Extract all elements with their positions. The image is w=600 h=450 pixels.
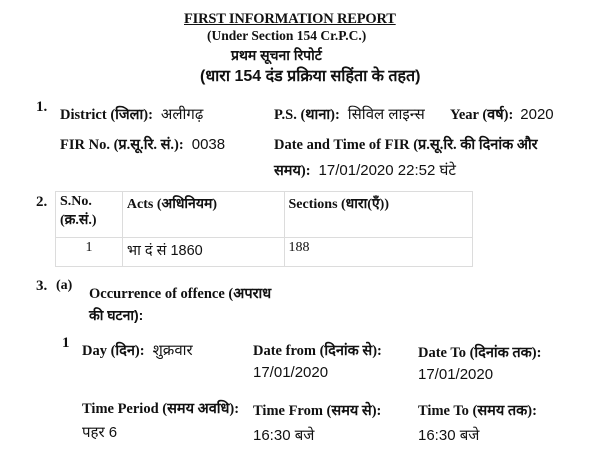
year-field: [450, 104, 554, 124]
section-3a-label: (a): [56, 278, 73, 293]
report-subtitle: (Under Section 154 Cr.P.C.): [207, 28, 367, 43]
cell-sno: 1: [56, 238, 123, 267]
header-acts: Acts (अधिनियम): [122, 192, 284, 238]
fir-number-value: 0038: [191, 136, 226, 153]
district-field: [60, 104, 203, 124]
district-label: District (जिला):: [60, 107, 153, 123]
year-label: Year (वर्ष):: [450, 107, 514, 123]
header-sections: Sections (धारा(एँ)): [284, 192, 472, 238]
fir-datetime-label-line2: समय):: [274, 163, 311, 179]
occurrence-label-line1: Occurrence of offence (अपराध: [89, 286, 272, 302]
occurrence-item-number: 1: [62, 335, 70, 351]
header-sno-line2: (क्र.सं.): [60, 213, 97, 228]
occurrence-label-line2: की घटना):: [89, 307, 144, 323]
time-period-label: Time Period (समय अवधि):: [82, 401, 240, 417]
police-station-label: P.S. (थाना):: [274, 107, 340, 123]
police-station-value: सिविल लाइन्स: [347, 106, 425, 123]
police-station-field: [274, 104, 425, 124]
section-1-number: 1.: [36, 99, 48, 115]
section-3-number: 3.: [36, 278, 48, 294]
header-sno: [56, 192, 123, 238]
report-subtitle-hindi: (धारा 154 दंड प्रक्रिया सहिंता के तहत): [200, 68, 421, 85]
year-value: 2020: [520, 106, 554, 123]
day-label: Day (दिन):: [82, 343, 145, 359]
date-from-label: Date from (दिनांक से):: [253, 343, 382, 359]
day-field: [82, 340, 193, 360]
time-from-label: Time From (समय से):: [253, 403, 382, 419]
acts-sections-table: [55, 191, 473, 267]
time-to-label: Time To (समय तक):: [418, 403, 537, 419]
date-to-label: Date To (दिनांक तक):: [418, 345, 542, 361]
report-title-hindi: प्रथम सूचना रिपोर्ट: [231, 47, 322, 63]
fir-datetime-value: 17/01/2020 22:52 घंटे: [318, 162, 456, 179]
section-2-number: 2.: [36, 194, 48, 210]
report-title: FIRST INFORMATION REPORT: [184, 11, 396, 27]
fir-number-label: FIR No. (प्र.सू.रि. सं.):: [60, 137, 184, 153]
time-from-value: 16:30 बजे: [253, 427, 315, 444]
district-value: अलीगढ़: [160, 106, 204, 123]
fir-number-field: [60, 134, 225, 154]
time-to-value: 16:30 बजे: [418, 427, 480, 444]
fir-datetime-field: [274, 160, 456, 180]
cell-acts: भा दं सं 1860: [122, 238, 284, 267]
time-period-value: पहर 6: [82, 424, 118, 441]
table-header-row: [56, 192, 473, 238]
date-to-value: 17/01/2020: [418, 366, 494, 383]
date-from-value: 17/01/2020: [253, 364, 329, 381]
table-row: [56, 238, 473, 267]
cell-sections: 188: [284, 238, 472, 267]
fir-datetime-label-line1: Date and Time of FIR (प्र.सू.रि. की दिनांक और: [274, 137, 538, 153]
day-value: शुक्रवार: [152, 342, 193, 359]
header-sno-line1: S.No.: [60, 194, 92, 209]
